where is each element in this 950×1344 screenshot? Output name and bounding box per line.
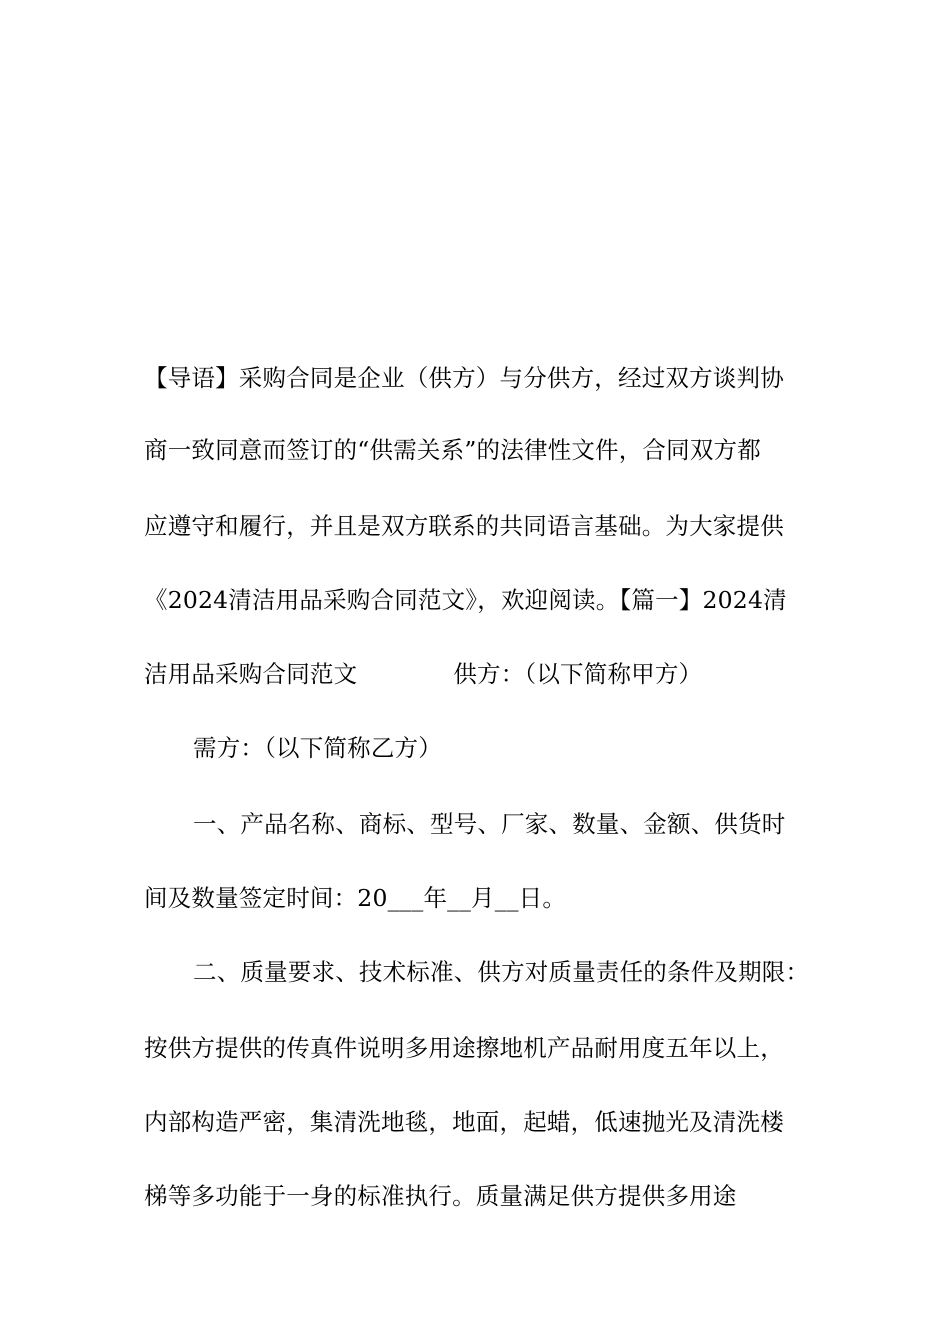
text-line-12: 梯等多功能于一身的标准执行。质量满足供方提供多用途 xyxy=(144,1182,737,1210)
text-line-5 xyxy=(144,658,824,690)
supplier-label: 供方：（以下简称甲方） xyxy=(453,660,703,688)
text-line-1: 【导语】采购合同是企业（供方）与分供方，经过双方谈判协 xyxy=(144,364,784,392)
text-line-date: 间及数量签定时间：20___年__月__日。 xyxy=(144,884,567,912)
section-2-heading: 二、质量要求、技术标准、供方对质量责任的条件及期限： xyxy=(193,958,810,986)
text-line-3: 应遵守和履行，并且是双方联系的共同语言基础。为大家提供 xyxy=(144,512,784,540)
buyer-label: 需方：（以下简称乙方） xyxy=(193,734,442,762)
text-line-2: 商一致同意而签订的“供需关系”的法律性文件，合同双方都 xyxy=(144,436,761,464)
text-line-5-title: 洁用品采购合同范文 xyxy=(144,660,358,688)
text-line-4: 《2024清洁用品采购合同范文》，欢迎阅读。【篇一】2024清 xyxy=(144,586,787,614)
text-line-11: 内部构造严密，集清洗地毯，地面，起蜡，低速抛光及清洗楼 xyxy=(144,1108,784,1136)
text-line-10: 按供方提供的传真件说明多用途擦地机产品耐用度五年以上， xyxy=(144,1034,784,1062)
section-1-heading: 一、产品名称、商标、型号、厂家、数量、金额、供货时 xyxy=(193,810,786,838)
